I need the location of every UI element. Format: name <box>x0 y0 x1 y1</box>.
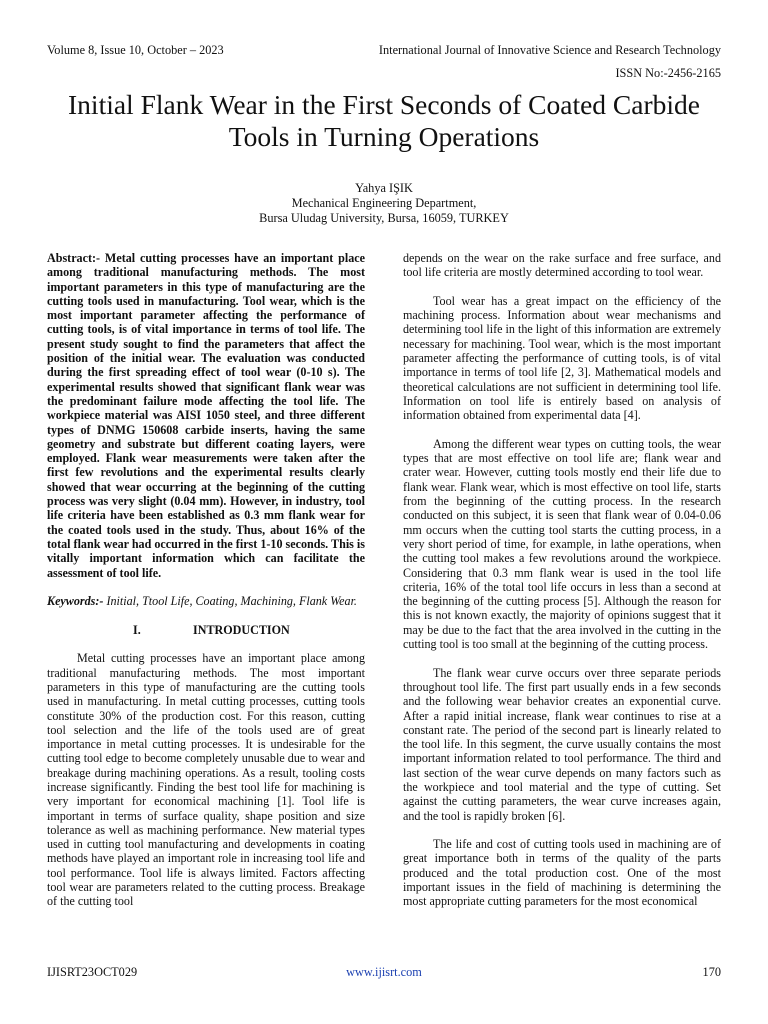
author-department: Mechanical Engineering Department, <box>291 196 477 210</box>
abstract-label: Abstract:- <box>47 251 101 265</box>
body-paragraph: The life and cost of cutting tools used in machining are of great importance both in terms of the quality of the parts produced and the total production cost. One of the most important issues in the field of machining is determining the most appropriate cutting parameters for the most economical <box>403 837 721 909</box>
header-volume: Volume 8, Issue 10, October – 2023 <box>47 43 224 57</box>
left-column <box>47 251 365 909</box>
body-paragraph: depends on the wear on the rake surface and free surface, and tool life criteria are mostly determined according to tool wear. <box>403 251 721 280</box>
footer-paper-code: IJISRT23OCT029 <box>47 965 138 979</box>
author-affiliation: Bursa Uludag University, Bursa, 16059, TURKEY <box>259 211 509 225</box>
paper-title: Initial Flank Wear in the First Seconds of Coated Carbide Tools in Turning Operations <box>68 89 700 152</box>
footer-url-link[interactable]: www.ijisrt.com <box>346 965 422 979</box>
keywords-label: Keywords:- <box>47 594 104 609</box>
abstract <box>47 251 365 580</box>
footer-page-number: 170 <box>702 965 721 979</box>
abstract-text: Metal cutting processes have an important place among traditional manufacturing methods. The most important parameters in this type of manufacturing are the cutting tools used in manufacturing. Tool wear, which is the most important parameter affecting the performance of cutting tools, is of vital importance in terms of tool life. The present study sought to find the parameters that affect the position of the initial wear. The evaluation was conducted during the first spreading effect of tool wear (0-10 s). The experimental results showed that significant flank wear was the predominant failure mode affecting the tool life. The workpiece material was AISI 1050 steel, and three different types of DNMG 150608 carbide inserts, having the same geometry and substrate but different coating layers, were employed. Flank wear measurements were taken after the first few revolutions and the experimental results clearly showed that wear occurring at the beginning of the cutting process was very slight (0.04 mm). However, in industry, tool life criteria have been established as 0.3 mm flank wear for the coated tools used in the study. Thus, about 16% of the total flank wear had occurred in the first 1-10 seconds. This is vitally important information which can facilitate the assessment of tool life. <box>47 251 365 580</box>
body-paragraph: The flank wear curve occurs over three separate periods throughout tool life. The first part usually ends in a few seconds and the following wear behavior creates an exponential curve. After a rapid initial increase, flank wear continues to rise at a constant rate. The period of the second part is linearly related to the tool life. In this segment, the curve usually contains the most important information related to tool performance. The third and last section of the wear curve depends on many factors such as the workpiece and tool material and the type of cutting. Set against the cutting parameters, the wear curve increases again, and the tool is rapidly broken [6]. <box>403 665 721 823</box>
header-journal: International Journal of Innovative Science and Research Technology <box>378 43 721 57</box>
body-paragraph: Tool wear has a great impact on the efficiency of the machining process. Information about wear mechanisms and determining tool life in the light of this information are extremely necessary for machining. Tool wear, which is the most important parameter affecting the performance of cutting tools, is of vital importance in terms of tool life [2, 3]. Mathematical models and theoretical calculations are not sufficient in determining tool life. Information on tool life is entirely based on analysis of information obtained from experimental data [4]. <box>403 293 721 423</box>
section-number: I. <box>133 622 141 637</box>
keywords-text: Initial, Ttool Life, Coating, Machining, Flank Wear. <box>103 594 357 609</box>
body-paragraph: Among the different wear types on cutting tools, the wear types that are most effective on tool life are; flank wear and crater wear. However, cutting tools mostly end their life due to flank wear. Flank wear, which is most effective on tool life, starts from the beginning of the cutting process. In the research conducted on this subject, it is seen that flank wear of 0.04-0.06 mm occurs when the cutting tool starts the cutting process, in a very short period of time, for example, in lathe operations, when the cutting tool makes a few revolutions around the workpiece. Considering that 0.3 mm flank wear is used in the tool life criteria, 16% of the total tool life occurs in less than a second at the beginning of the cutting process [5]. Although the reason for this is not known exactly, the majority of opinions suggest that it may be due to the fact that the area involved in the cutting in the cutting tool is too small at the beginning of the cutting process. <box>403 436 721 652</box>
intro-paragraph: Metal cutting processes have an important place among traditional manufacturing methods. The most important parameters in this type of manufacturing are the cutting tools used in manufacturing. In metal cutting processes, cutting tools constitute 30% of the production cost. For this reason, cutting tool selection and the life of the tools used are of great importance in metal cutting processes. It is undesirable for the cutting tool edge to become completely unusable due to wear and breakage during machining operations. As a result, tooling costs increase significantly. Finding the best tool life for machining is very important for economical machining [1]. Tool life is important in terms of surface quality, shape position and size tolerance as well as machining performance. New material types used in cutting tool manufacturing and developments in coating methods have played an important role in increasing tool life and tool performance. Tool life is always limited. Factors affecting tool wear are parameters related to the cutting process. Breakage of the cutting tool <box>47 651 365 909</box>
keywords <box>47 594 365 608</box>
right-column <box>403 251 721 909</box>
section-title: INTRODUCTION <box>193 622 290 637</box>
author-name: Yahya IŞIK <box>355 181 413 195</box>
author-block <box>0 181 768 226</box>
section-heading <box>47 623 365 637</box>
header-issn: ISSN No:-2456-2165 <box>615 66 721 80</box>
